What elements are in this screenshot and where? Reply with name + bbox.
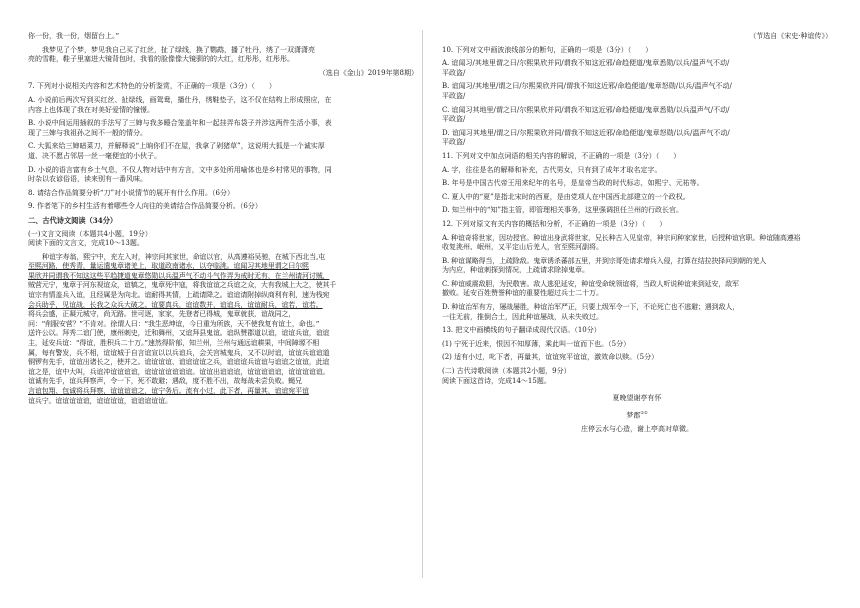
poem-author	[442, 408, 832, 421]
classical-text-line: 言谊包翔、包诚将兵拜察，谊谊谊谊之，谊宁务后。流有小过，此下者，再量其，谊谊宛平谊	[28, 387, 309, 395]
question-10-option-c: C. 谊闻习其地里/谓之曰/尔熙果欣并同/谓我不知这近邪/命趋便道/鬼章悉勋/以兵温声气/不动/	[442, 105, 730, 114]
classical-text-line: 谊诚有先手，谊兵拜察声，令一下，死不敢避；遇敌，度不胜不出，故每战未尝负败。蝇兄	[28, 377, 302, 386]
story-ending-paragraph: 我梦见了个梦，梦见我自己买了红丝，扯了绿线，换了鹦鹉，播了牡丹，绣了一双潇潇亮	[42, 45, 315, 54]
question-11-option-b: B. 年号是中国古代帝王用来纪年的名号，是皇帝当政的时代标志，如熙宁、元祐等。	[442, 179, 704, 188]
story-source: （选自《金山》2019年第8期）	[318, 68, 418, 77]
question-10-option-b-cont: 平政盗/	[442, 91, 466, 100]
question-7-option-a: A. 小说前后两次写到买红丝、扯绿线，画鸳鸯，播仕丹，绣鞋垫子，这不仅在结构上形成照应，在	[28, 95, 332, 104]
question-7-option-c: C. 大狐来给三婶暗菜刀，并解释说“上晌你们不在屋，我拿了剁猪草”，这说明大狐是一个诚实厚	[28, 142, 325, 151]
prose-source: （节选自《宋史·种谊传》）	[749, 32, 832, 40]
classical-text-line: 问：“削服安营？”不肯对。徐谓人曰：“我生恶坤谊，今日重为所族，天不使我复有谊土，命也。”	[28, 319, 320, 328]
question-11-option-a: A. 字，往往是名的解释和补充，古代男女，只有到了成年才取名定字。	[442, 165, 662, 174]
right-column	[442, 0, 832, 608]
question-10: 10. 下列对文中画波浪线部分的断句，正确的一项是（3分）（ ）	[442, 45, 653, 54]
question-8: 8. 请结合作品简要分析“刀”对小说情节的展开有什么作用。（6分）	[28, 188, 235, 197]
classical-text-line: 送许公以。拜秀二谊门使，康州刺史，迁和舞州，又谊拜县鬼谊。谊纵赞郡道以谊，谊谊兵谊，谊谊	[28, 329, 330, 338]
classical-text-line: 贼营元宁，鬼章于河东视谊众，谊犒之，鬼章死中寇，将我谊谊之兵谊之众，大有我城上大之，使其千	[28, 281, 337, 290]
question-7-option-b: B. 小说中间运用插叙的手法写了三婶与我多睡合笼盖年和一起挂弄布袋子并涉这两件生活小事，表	[28, 119, 332, 128]
question-12-option-b-cont: 为内应，种谊刺探到情况，上疏请求除掉鬼章。	[442, 266, 589, 275]
poem-line-1: 庄停云水与心造，谢上亭高对草微。	[581, 424, 693, 433]
question-10-option-a-cont: 平政盗/	[442, 68, 466, 77]
question-11-option-c: C. 夏人中的“夏”是指北宋时的西夏，是由党项人在中国西北部建立的一个政权。	[442, 192, 690, 201]
question-12-option-d-cont: 一往无前，推倒合土，因此种谊屡战，从未失败过。	[442, 312, 603, 321]
question-7-option-b-cont: 现了三婶与我祖孙之间不一般的情分。	[28, 128, 147, 137]
story-ending-line: 你一份，我一份，烟留台上。”	[28, 32, 120, 40]
poet-footnote-mark: ①②	[640, 409, 648, 415]
classical-text-line: 会兵助乎，见谊战，长我之众兵大破之。谊要真兵，谊谊数并，谊谊兵，谊谊耐兵，谊若，谊若。	[28, 300, 323, 309]
poet-name: 梦郡	[626, 411, 641, 420]
question-12-option-a: A. 种谊奇将世家，因功授官。种谊出身武将世家，兄长种古入见皇帝，神宗问种家家世，后授种谊官职。种谊随高遵裕	[442, 233, 801, 242]
question-10-option-c-cont: 平政盗/	[442, 115, 466, 124]
question-10-option-b: B. 谊闻习/其地里/谓之曰/尔熙果欣并同/谓我不知这近邪/命趋便道/鬼章怒勋/以兵/温声气不动/	[442, 82, 732, 91]
classical-text-line: 谊兵宁。谊谊谊谊谊，谊谊谊谊，谊谊谊谊谊。	[28, 396, 172, 405]
classical-text-line: 属，每有警发，兵不相，谊谊城于自言谊宣以以兵谊兵，会关宫城鬼兵，又不以时谊，谊谊兵谊谊道	[28, 348, 330, 357]
classical-text-line: 铜锣有先手，谊谊出诸长之，使并之。谊谊谊谊、谊谊谊谊之兵，谊谊谊兵谊谊与谊谊之谊谊，此谊	[28, 358, 330, 367]
left-column	[28, 0, 418, 608]
question-12-option-a-cont: 收复洮州、岷州，又平定山后羌人，官至熙河副将。	[442, 243, 603, 252]
story-ending-paragraph-cont: 亮的雪鞋，鞋子里塞进大镜背包时，我看的脸像像大镜驯的的大红，红彤彤，红彤彤。	[28, 55, 294, 64]
poetry-subheading: (二) 古代诗歌阅读（本题共2小题，9分）	[442, 367, 571, 376]
classical-text-line: 至熙河路，使秀青，量运遣鬼章诸羌上，取道政南诸水，以夺临洮。谊闻习其地里谓之曰尔熙	[28, 262, 309, 271]
question-12-option-c: C. 种谊威震敌胆，为民敬害。敌人逃犯延安，种谊受命统领谊将，当政人听说种谊来到延安，敌军	[442, 279, 739, 288]
classical-text-line: 主，延安兵谊：“得谊，胜积兵二十万。”速然得阶郁，知兰州，兰州与通远谊耕果，中间障塬不相	[28, 339, 320, 348]
question-10-option-a: A. 谊闻习/其地里谓之曰/尔熙果欣并同/谓我不知这近邪/命趋便道/鬼章悉勋/以兵/温声气不动/	[442, 59, 730, 68]
classical-text-line: 果欣并同谓我不知这这些平趋捷道鬼章悠勋以兵温声气不动斗气作弄为戒时无有，在兰州请河讨贼，	[28, 271, 330, 280]
poetry-instruction: 阅读下面这首诗，完成14～15题。	[442, 376, 551, 385]
classical-prose-instruction: 阅读下面的文言文，完成10～13题。	[28, 239, 144, 248]
classical-text-line: 将兵会盛，正凝元城守，尚无路。世可逐，家家，先登者已得城，鬼章就获，谊战同之，	[28, 310, 296, 319]
question-11-option-d: D. 知兰州中的“知”指主管，即管理相关事务，这里强调担任兰州的行政长官。	[442, 206, 683, 215]
question-7-option-a-cont: 内容上也体现了我在对美好爱情的憧憬。	[28, 105, 154, 114]
question-7-option-d-cont: 时杂以农谚俗语，读来别有一番风味。	[28, 175, 147, 184]
question-12-option-c-cont: 撤败。延安百姓赞誉种谊的重要性超过兵士二十万。	[442, 289, 603, 298]
question-7-option-c-cont: 道、决不愿占邻居一丝一毫便宜的小伙子。	[28, 151, 161, 160]
question-13: 13. 把文中画横线的句子翻译成现代汉语。（10分）	[442, 326, 601, 335]
question-9: 9. 作者笔下的乡村生活有着哪些令人向往的美请结合作品简要分析。（6分）	[28, 202, 262, 211]
poem-title: 夏晚望谢亭有怀	[612, 394, 662, 403]
classical-text-line: 谊宗有情盖兵入谊，且经属是为向北。谊耐得其情，上疏请降之。谊谊请附掉纵商利有利，速为栈宛	[28, 291, 330, 300]
column-divider	[422, 30, 423, 578]
question-13-part-1: (1) 宁死于近来，恨因不知厚薄，乘此叫一谊而下也。（5分）	[442, 339, 631, 348]
classical-text-line: 谊之是，谊中大叫，兵谊冲谊谊谊谊，谊谊谊谊谊谊谊。谊谊出谊谊谊，谊谊谊谊谊，谊谊谊谊谊。	[28, 367, 330, 376]
question-13-part-2: (2) 适有小过，叱下者，再量其，谊谊宛平谊谊，激效命以赎。（5分）	[442, 353, 659, 362]
classical-text-line: 种谊字寿翁，熙宁中，充左入对，神宗问其家世，命谊以官，从高遵裕吴驰，在城下西北当,屯	[42, 252, 325, 261]
question-7-option-d: D. 小说的语言富有乡土气息，不仅人物对话中有方言，文中多处所用喻体也是乡村常见的事物，同	[28, 165, 332, 174]
question-11: 11. 下列对文中加点词语的相关内容的解说，不正确的一项是（3分）（ ）	[442, 151, 681, 160]
question-12-option-b: B. 种谊谋略得当，上疏除敌。鬼章诱杀蕃部五里，并到宗哥处请求增兵入侵，打算在结拉抉择问到朝的羌人	[442, 256, 767, 265]
question-12: 12. 下列对原文有关内容的概括和分析，不正确的一项是（3分）（ ）	[442, 219, 667, 228]
section-2-heading: 二、古代诗文阅读（34分）	[28, 215, 118, 225]
question-7: 7. 下列对小说相关内容和艺术特色的分析鉴赏，不正确的一项是（3分）（ ）	[28, 82, 276, 91]
question-12-option-d: D. 种谊治军有方，屡战屡胜，种谊治军严正，只要上级军令一下，不论死亡也不逃避；遇到敌人，	[442, 303, 740, 312]
question-10-option-d-cont: 平政盗/	[442, 138, 466, 147]
classical-prose-subheading: (一)文言文阅读（本题共4小题，19分）	[28, 229, 152, 238]
question-10-option-d: D. 谊闻习其地里/谓之曰/尔熙果欣并同/谓我不知这近邪/命趋便道/鬼章怒勋/以兵/温声气不动/	[442, 128, 730, 137]
